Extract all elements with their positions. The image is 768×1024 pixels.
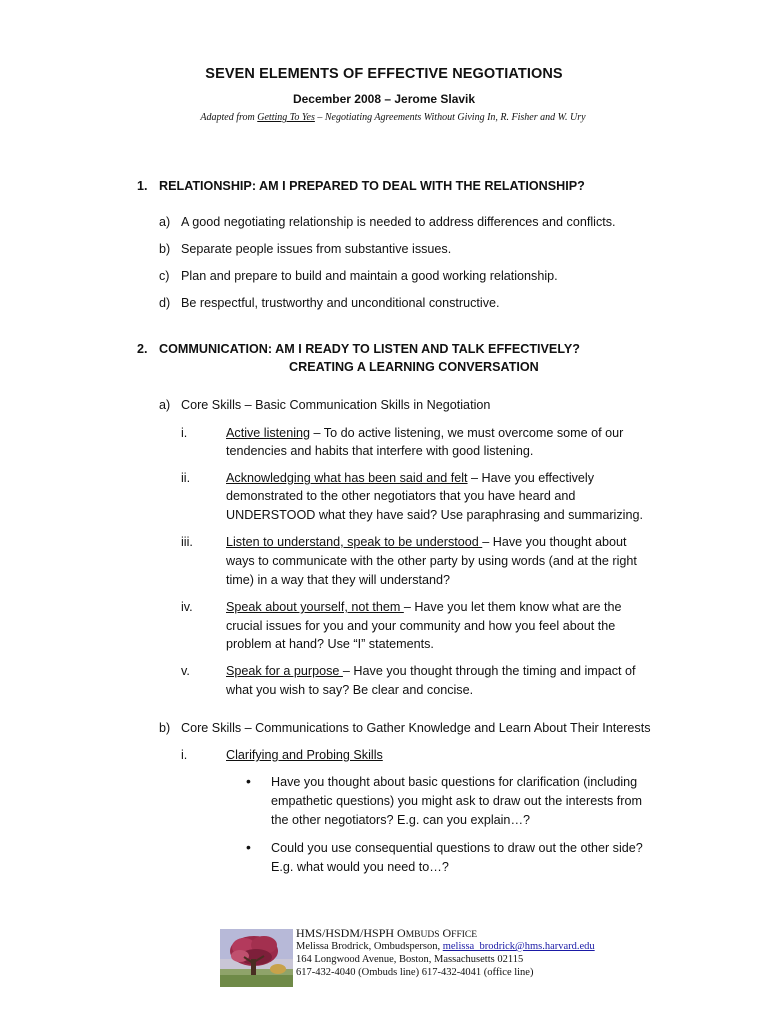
roman-marker: iii. bbox=[181, 535, 193, 549]
skill-term: Active listening bbox=[226, 426, 310, 440]
skill-term: Acknowledging what has been said and felt bbox=[226, 471, 468, 485]
skill-line bbox=[226, 533, 627, 552]
skill-text: – Have you thought about bbox=[482, 535, 627, 549]
adapted-prefix: Adapted from bbox=[200, 112, 255, 123]
skill-line bbox=[226, 662, 636, 681]
skill-line bbox=[226, 598, 622, 617]
adapted-from-note bbox=[0, 112, 768, 123]
skill-line: problem at hand? Use “I” statements. bbox=[226, 637, 434, 651]
document-subtitle: December 2008 – Jerome Slavik bbox=[292, 92, 476, 106]
bullet-line: empathetic questions) you might ask to draw out the interests from bbox=[271, 794, 642, 808]
section1-item-text: Plan and prepare to build and maintain a good working relationship. bbox=[181, 269, 558, 283]
section1-number: 1. bbox=[137, 179, 148, 193]
section2b-marker: b) bbox=[159, 721, 171, 735]
adapted-book-title: Getting To Yes bbox=[257, 112, 315, 123]
section1-heading: RELATIONSHIP: AM I PREPARED TO DEAL WITH THE RELATIONSHIP? bbox=[159, 179, 585, 193]
skill-text: – To do active listening, we must overcome some of our bbox=[310, 426, 624, 440]
bullet-line: Could you use consequential questions to draw out the other side? bbox=[271, 841, 643, 855]
clarifying-title: Clarifying and Probing Skills bbox=[226, 748, 383, 762]
section2a-text: Core Skills – Basic Communication Skills in Negotiation bbox=[181, 398, 491, 412]
section1-item-text: Be respectful, trustworthy and unconditional constructive. bbox=[181, 296, 500, 310]
section2a-marker: a) bbox=[159, 398, 171, 412]
skill-line: time) in a way that they will understand? bbox=[226, 573, 451, 587]
bullet-line: Have you thought about basic questions for clarification (including bbox=[271, 775, 638, 789]
skill-text: – Have you thought through the timing and impact of bbox=[342, 664, 636, 678]
footer-phones: 617-432-4040 (Ombuds line) 617-432-4041 (office line) bbox=[296, 967, 534, 978]
roman-marker: v. bbox=[181, 664, 190, 678]
document-title: SEVEN ELEMENTS OF EFFECTIVE NEGOTIATIONS bbox=[205, 66, 563, 82]
roman-marker: ii. bbox=[181, 471, 191, 485]
footer-office: HMS/HSDM/HSPH OMBUDS OFFICE bbox=[296, 926, 478, 940]
skill-text: – Have you let them know what are the bbox=[403, 600, 622, 614]
skill-line: tendencies and habits that interfere with good listening. bbox=[226, 444, 534, 458]
skill-line: demonstrated to the other negotiators that you have heard and bbox=[226, 489, 576, 503]
section1-item-marker: c) bbox=[159, 269, 170, 283]
adapted-suffix: – Negotiating Agreements Without Giving In, R. Fisher and W. Ury bbox=[314, 112, 586, 123]
bullet-dot: • bbox=[246, 773, 251, 789]
bullet-line: E.g. what would you need to…? bbox=[271, 860, 449, 874]
section1-item-marker: b) bbox=[159, 242, 171, 256]
section2-heading-line1: COMMUNICATION: AM I READY TO LISTEN AND TALK EFFECTIVELY? bbox=[159, 342, 580, 356]
skill-line bbox=[226, 424, 623, 443]
section1-item-text: A good negotiating relationship is needed to address differences and conflicts. bbox=[181, 215, 616, 229]
footer-address: 164 Longwood Avenue, Boston, Massachusetts 02115 bbox=[296, 954, 524, 965]
section1-item-text: Separate people issues from substantive issues. bbox=[181, 242, 452, 256]
roman-marker: i. bbox=[181, 748, 188, 762]
section2-number: 2. bbox=[137, 342, 148, 356]
skill-line: UNDERSTOOD what they have said? Use paraphrasing and summarizing. bbox=[226, 508, 643, 522]
skill-text: – Have you effectively bbox=[467, 471, 595, 485]
section1-item-marker: d) bbox=[159, 296, 171, 310]
skill-line: what you wish to say? Be clear and concise. bbox=[226, 683, 474, 697]
roman-marker: i. bbox=[181, 426, 188, 440]
skill-term: Speak about yourself, not them bbox=[226, 600, 404, 614]
tree-painting-icon bbox=[220, 929, 293, 987]
skill-line: crucial issues for you and your community and how you feel about the bbox=[226, 619, 616, 633]
section1-item-marker: a) bbox=[159, 215, 171, 229]
skill-line bbox=[226, 469, 594, 488]
footer-contact-name: Melissa Brodrick, Ombudsperson, bbox=[296, 941, 443, 952]
skill-line: ways to communicate with the other party by using words (and at the right bbox=[226, 554, 637, 568]
skill-term: Speak for a purpose bbox=[226, 664, 343, 678]
footer-contact bbox=[296, 941, 595, 954]
bullet-line: the other negotiators? E.g. can you explain…? bbox=[271, 813, 531, 827]
bullet-dot: • bbox=[246, 839, 251, 855]
roman-marker: iv. bbox=[181, 600, 193, 614]
skill-term: Listen to understand, speak to be understood bbox=[226, 535, 483, 549]
section2b-text: Core Skills – Communications to Gather Knowledge and Learn About Their Interests bbox=[181, 721, 651, 735]
footer-email-link[interactable]: melissa_brodrick@hms.harvard.edu bbox=[442, 941, 595, 952]
section2-heading-line2: CREATING A LEARNING CONVERSATION bbox=[289, 360, 539, 374]
